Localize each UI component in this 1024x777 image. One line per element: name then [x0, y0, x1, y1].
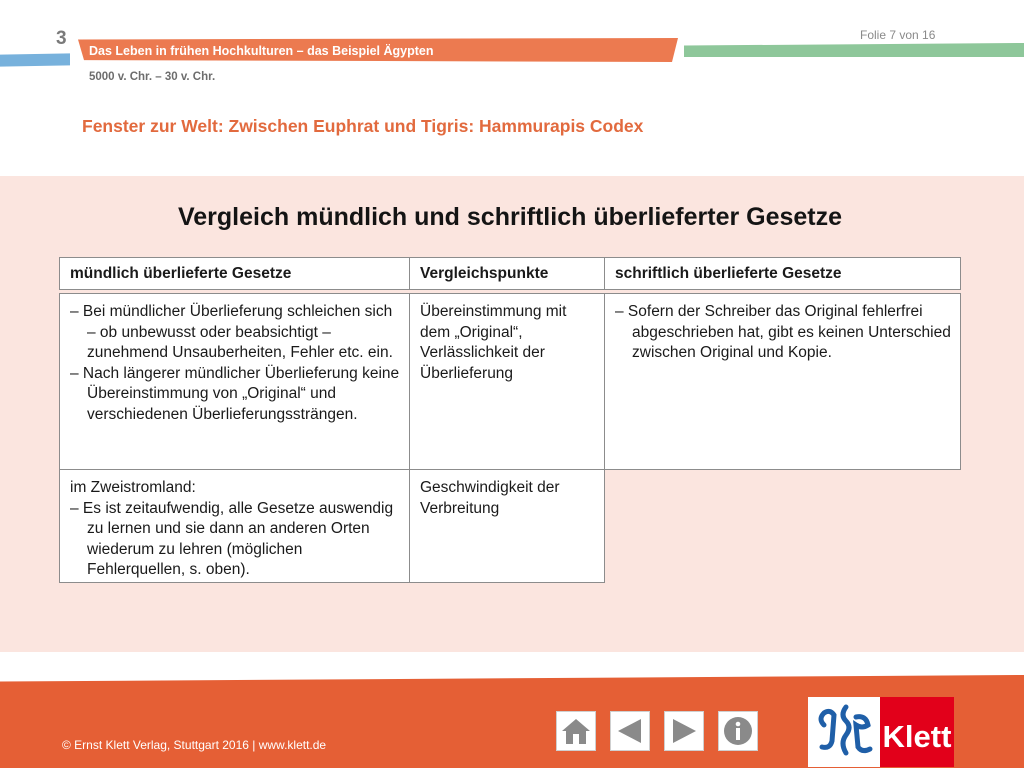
klett-emblem-icon [810, 697, 880, 767]
klett-logo [808, 697, 954, 767]
table-cell-text: – Sofern der Schreiber das Original fehlerfrei abgeschrieben hat, gibt es keinen Unterschied zwischen Original und Kopie. [615, 303, 951, 361]
info-button[interactable] [718, 711, 758, 751]
next-icon [669, 716, 699, 746]
table-cell-written-row1 [604, 293, 961, 470]
table-cell-text: – Es ist zeitaufwendig, alle Gesetze auswendig zu lernen und sie dann an anderen Orten wiederum zu lehren (möglichen Fehlerquellen, s. oben). [70, 499, 394, 578]
chapter-number: 3 [56, 28, 67, 49]
table-header-oral: mündlich überlieferte Gesetze [59, 257, 410, 290]
info-icon [722, 715, 754, 747]
home-button[interactable] [556, 711, 596, 751]
table-cell-text: im Zweistromland: [70, 479, 196, 496]
copyright-text: © Ernst Klett Verlag, Stuttgart 2016 | www.klett.de [62, 738, 327, 752]
table-cell-comparison-row2 [409, 469, 605, 583]
next-slide-button[interactable] [664, 711, 704, 751]
page-title: Vergleich mündlich und schriftlich überlieferter Gesetze [177, 203, 843, 231]
date-range: 5000 v. Chr. – 30 v. Chr. [89, 71, 216, 83]
table-cell-text: Übereinstimmung mit dem „Original“, Verlässlichkeit der Überlieferung [420, 303, 567, 382]
table-header-comparison: Vergleichspunkte [409, 257, 605, 290]
header-accent-blue [0, 53, 70, 66]
table-cell-oral-row1 [59, 293, 410, 470]
previous-icon [615, 716, 645, 746]
table-cell-oral-row2 [59, 469, 410, 583]
slide-counter: Folie 7 von 16 [860, 28, 936, 42]
previous-slide-button[interactable] [610, 711, 650, 751]
table-cell-text: Geschwindigkeit der Verbreitung [420, 479, 560, 517]
header-accent-green [684, 43, 1024, 57]
chapter-title: Das Leben in frühen Hochkulturen – das Beispiel Ägypten [89, 44, 434, 58]
table-cell-text: – Bei mündlicher Überlieferung schleichen sich – ob unbewusst oder beabsichtigt – zunehmend Unsauberheiten, Fehler etc. ein. [70, 303, 393, 361]
klett-wordmark: Klett [880, 697, 954, 767]
table-cell-text: – Nach längerer mündlicher Überlieferung keine Übereinstimmung von „Original“ und verschiedenen Überlieferungssträngen. [70, 364, 400, 423]
table-cell-comparison-row1 [409, 293, 605, 470]
table-header-written: schriftlich überlieferte Gesetze [604, 257, 961, 290]
home-icon [560, 716, 592, 746]
page-subtitle: Fenster zur Welt: Zwischen Euphrat und Tigris: Hammurapis Codex [82, 116, 644, 136]
